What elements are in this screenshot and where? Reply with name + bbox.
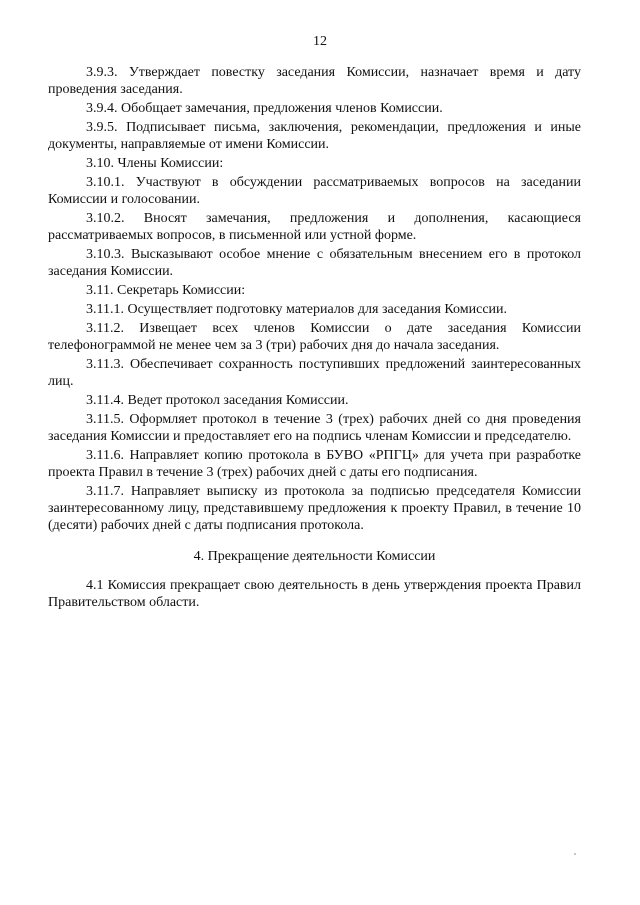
paragraph-3-11-2: 3.11.2. Извещает всех членов Комиссии о дате заседания Комиссии телефонограммой не менее чем за 3 (три) рабочих дня до начала заседания. <box>48 321 581 353</box>
scan-speck <box>574 853 576 855</box>
section-4-heading: 4. Прекращение деятельности Комиссии <box>193 549 436 564</box>
paragraph-3-11-4: 3.11.4. Ведет протокол заседания Комиссии. <box>86 393 349 408</box>
paragraph-3-10: 3.10. Члены Комиссии: <box>86 156 224 171</box>
paragraph-3-11-5: 3.11.5. Оформляет протокол в течение 3 (трех) рабочих дней со дня проведения заседания Комиссии и предоставляет его на подпись членам Комиссии и председателю. <box>48 412 581 444</box>
paragraph-3-9-5: 3.9.5. Подписывает письма, заключения, рекомендации, предложения и иные документы, направляемые от имени Комиссии. <box>48 120 581 152</box>
paragraph-3-11-3: 3.11.3. Обеспечивает сохранность поступивших предложений заинтересованных лиц. <box>48 357 581 389</box>
paragraph-3-10-3: 3.10.3. Высказывают особое мнение с обязательным внесением его в протокол заседания Комиссии. <box>48 247 581 279</box>
paragraph-3-11-6: 3.11.6. Направляет копию протокола в БУВО «РПГЦ» для учета при разработке проекта Правил в течение 3 (трех) рабочих дней с даты его подписания. <box>48 448 581 480</box>
paragraph-3-11: 3.11. Секретарь Комиссии: <box>86 283 246 298</box>
paragraph-3-11-7: 3.11.7. Направляет выписку из протокола за подписью председателя Комиссии заинтересованному лицу, представившему предложения к проекту Правил, в течение 10 (десяти) рабочих дней с даты подписания протокола. <box>48 484 581 533</box>
paragraph-3-11-1: 3.11.1. Осуществляет подготовку материалов для заседания Комиссии. <box>86 302 508 317</box>
paragraph-3-9-3: 3.9.3. Утверждает повестку заседания Комиссии, назначает время и дату проведения заседания. <box>48 65 581 97</box>
paragraph-3-10-2: 3.10.2. Вносят замечания, предложения и дополнения, касающиеся рассматриваемых вопросов, в письменной или устной форме. <box>48 211 581 243</box>
paragraph-3-10-1: 3.10.1. Участвуют в обсуждении рассматриваемых вопросов на заседании Комиссии и голосовании. <box>48 175 581 207</box>
document-body <box>48 64 581 611</box>
paragraph-3-9-4: 3.9.4. Обобщает замечания, предложения членов Комиссии. <box>86 101 443 116</box>
paragraph-4-1: 4.1 Комиссия прекращает свою деятельность в день утверждения проекта Правил Правительством области. <box>48 578 581 610</box>
page-number: 12 <box>313 34 327 49</box>
